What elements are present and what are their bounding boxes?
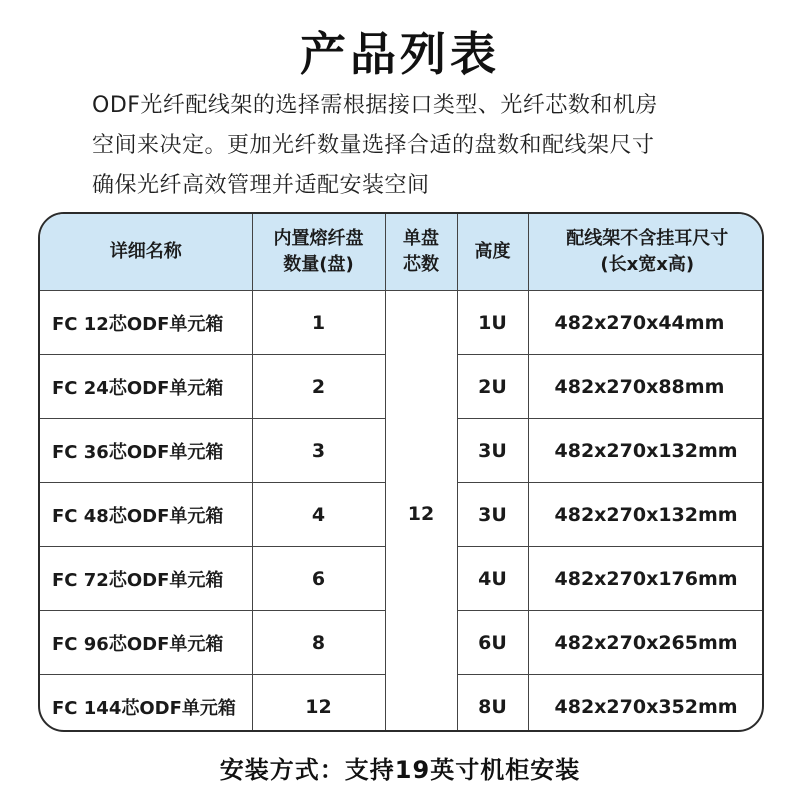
cell-height: 3U bbox=[457, 483, 528, 547]
cell-height: 1U bbox=[457, 291, 528, 355]
cell-trays: 2 bbox=[252, 355, 385, 419]
installation-note: 安装方式：支持19英寸机柜安装 bbox=[219, 756, 581, 784]
table-row bbox=[40, 291, 764, 355]
cell-dimensions: 482x270x44mm bbox=[528, 291, 764, 355]
cell-trays: 8 bbox=[252, 611, 385, 675]
cell-name: FC 24芯ODF单元箱 bbox=[40, 355, 252, 419]
cell-trays: 6 bbox=[252, 547, 385, 611]
cell-dimensions: 482x270x176mm bbox=[528, 547, 764, 611]
cell-height: 3U bbox=[457, 419, 528, 483]
cell-trays: 4 bbox=[252, 483, 385, 547]
cell-name: FC 144芯ODF单元箱 bbox=[40, 675, 252, 733]
cell-dimensions: 482x270x132mm bbox=[528, 419, 764, 483]
product-table-container bbox=[38, 212, 764, 732]
cell-height: 2U bbox=[457, 355, 528, 419]
cell-name: FC 72芯ODF单元箱 bbox=[40, 547, 252, 611]
cell-height: 6U bbox=[457, 611, 528, 675]
cell-dimensions: 482x270x265mm bbox=[528, 611, 764, 675]
cell-dimensions: 482x270x88mm bbox=[528, 355, 764, 419]
header-dimensions: 配线架不含挂耳尺寸 (长x宽x高) bbox=[528, 214, 764, 291]
table-header-row bbox=[40, 214, 764, 291]
cell-trays: 3 bbox=[252, 419, 385, 483]
cell-name: FC 36芯ODF单元箱 bbox=[40, 419, 252, 483]
intro-line: ODF光纤配线架的选择需根据接口类型、光纤芯数和机房 bbox=[92, 93, 658, 118]
cell-name: FC 96芯ODF单元箱 bbox=[40, 611, 252, 675]
product-table bbox=[40, 214, 764, 732]
intro-line: 空间来决定。更加光纤数量选择合适的盘数和配线架尺寸 bbox=[92, 133, 655, 158]
cell-height: 4U bbox=[457, 547, 528, 611]
header-trays: 内置熔纤盘 数量(盘) bbox=[252, 214, 385, 291]
page-title: 产品列表 bbox=[300, 27, 500, 81]
cell-dimensions: 482x270x352mm bbox=[528, 675, 764, 733]
cell-trays: 1 bbox=[252, 291, 385, 355]
intro-line: 确保光纤高效管理并适配安装空间 bbox=[92, 173, 430, 198]
header-cores: 单盘 芯数 bbox=[385, 214, 457, 291]
cell-height: 8U bbox=[457, 675, 528, 733]
cell-name: FC 48芯ODF单元箱 bbox=[40, 483, 252, 547]
intro-paragraph bbox=[92, 86, 732, 206]
header-height: 高度 bbox=[457, 214, 528, 291]
cell-cores-per-tray: 12 bbox=[385, 291, 457, 733]
cell-name: FC 12芯ODF单元箱 bbox=[40, 291, 252, 355]
cell-trays: 12 bbox=[252, 675, 385, 733]
cell-dimensions: 482x270x132mm bbox=[528, 483, 764, 547]
header-name: 详细名称 bbox=[40, 214, 252, 291]
